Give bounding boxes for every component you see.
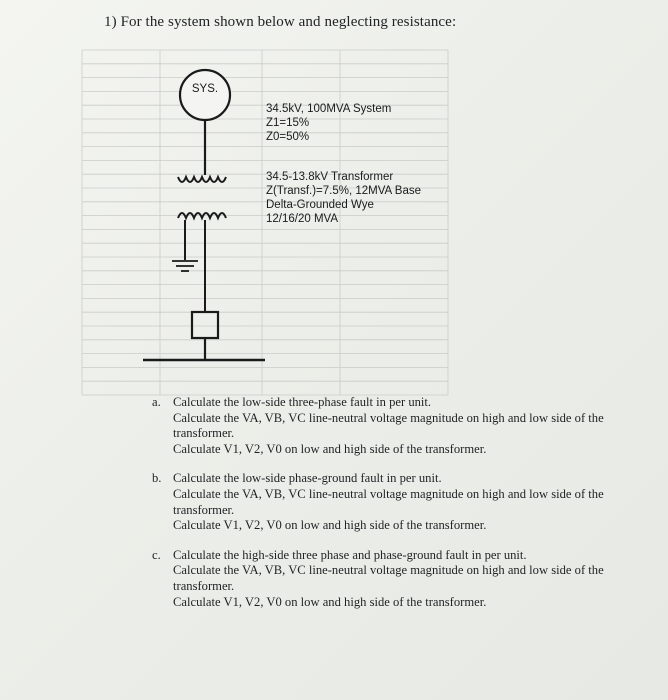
part-line: Calculate the VA, VB, VC line-neutral voltage magnitude on high and low side of the transformer. bbox=[173, 563, 604, 593]
ground-symbol bbox=[172, 261, 198, 271]
part-line: Calculate the VA, VB, VC line-neutral voltage magnitude on high and low side of the transformer. bbox=[173, 486, 604, 517]
source-label: SYS. bbox=[191, 83, 219, 95]
part-line: Calculate the low-side three-phase fault in per unit. bbox=[173, 395, 432, 409]
system-spec-line: Z1=15% bbox=[266, 117, 310, 129]
system-spec-line: Z0=50% bbox=[266, 131, 310, 143]
breaker-symbol bbox=[192, 312, 218, 360]
part-line: Calculate the high-side three phase and phase-ground fault in per unit. bbox=[173, 547, 527, 562]
part-line: Calculate the low-side phase-ground fault in per unit. bbox=[173, 471, 442, 486]
question-part-a bbox=[152, 395, 652, 457]
transformer-spec-line: 34.5-13.8kV Transformer bbox=[266, 171, 394, 183]
transformer-spec bbox=[266, 170, 421, 226]
transformer-spec-line: 12/16/20 MVA bbox=[266, 213, 339, 225]
part-line: Calculate V1, V2, V0 on low and high side of the transformer. bbox=[173, 441, 487, 456]
transformer-symbol bbox=[178, 177, 226, 312]
part-letter: a. bbox=[152, 395, 161, 409]
question-part-c bbox=[152, 548, 652, 610]
part-letter: c. bbox=[152, 547, 161, 562]
part-line: Calculate V1, V2, V0 on low and high side of the transformer. bbox=[173, 594, 487, 609]
system-spec bbox=[266, 102, 391, 144]
system-spec-line: 34.5kV, 100MVA System bbox=[266, 103, 392, 115]
transformer-spec-line: Delta-Grounded Wye bbox=[266, 199, 374, 211]
question-part-b bbox=[152, 471, 652, 533]
question-parts bbox=[152, 395, 652, 624]
question-number: 1) bbox=[104, 14, 117, 30]
question-text: For the system shown below and neglecting resistance: bbox=[120, 14, 457, 30]
part-line: Calculate the VA, VB, VC line-neutral voltage magnitude on high and low side of the transformer. bbox=[173, 410, 604, 441]
part-letter: b. bbox=[152, 471, 162, 486]
part-line: Calculate V1, V2, V0 on low and high side of the transformer. bbox=[173, 518, 487, 533]
transformer-spec-line: Z(Transf.)=7.5%, 12MVA Base bbox=[266, 185, 421, 197]
